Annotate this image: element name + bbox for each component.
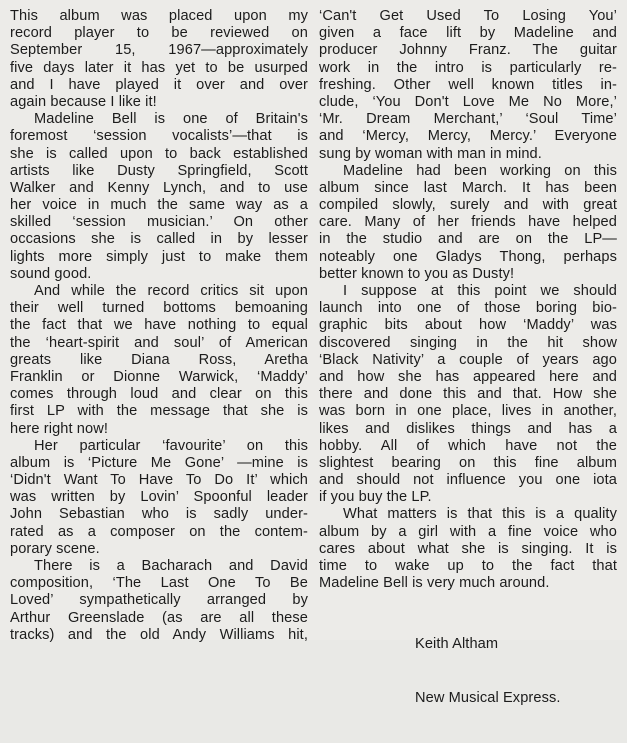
- article-line: given a face lift by Madeline and: [319, 25, 617, 42]
- article-line: Madeline had been working on this: [343, 162, 617, 179]
- article-line: Arthur Greenslade (as are all these: [10, 609, 308, 626]
- article-line: record player to be reviewed on: [10, 25, 308, 42]
- article-line: foremost ‘session vocalists’—that is: [10, 128, 308, 145]
- article-line: comes through loud and clear on this: [10, 386, 308, 403]
- article-line: John Sebastian who is sadly under-: [10, 506, 308, 523]
- article-line: composition, ‘The Last One To Be: [10, 575, 308, 592]
- article-line: and should not influence you one iota: [319, 472, 617, 489]
- article-line: her voice in much the same way as a: [10, 197, 308, 214]
- article-line: launch into one of those boring bio-: [319, 300, 617, 317]
- article-line: their well turned bottoms bemoaning: [10, 300, 308, 317]
- article-line: first LP with the message that she is: [10, 403, 308, 420]
- article-line: Walker and Kenny Lynch, and to use: [10, 179, 308, 196]
- article-line: There is a Bacharach and David: [34, 558, 308, 574]
- article-line: here right now!: [10, 420, 109, 437]
- article-line: ‘Didn't Want To Have To Do It’ which: [10, 472, 308, 489]
- article-line: September 15, 1967—approximately: [10, 42, 308, 59]
- article-line: Franklin or Dionne Warwick, ‘Maddy’: [10, 368, 308, 385]
- byline-author: Keith Altham: [415, 636, 499, 653]
- article-line: if you buy the LP.: [319, 489, 432, 506]
- article-line: was born in one place, lives in another,: [319, 403, 617, 420]
- article-line: producer Johnny Franz. The guitar: [319, 42, 617, 59]
- article-line: in the studio and are on the LP—: [319, 231, 617, 248]
- article-line: porary scene.: [10, 540, 100, 557]
- article-line: I suppose at this point we should: [343, 283, 617, 299]
- article-line: artists like Dusty Springfield, Scott: [10, 162, 308, 179]
- article-line: skilled ‘session musician.’ On other: [10, 214, 308, 231]
- article-line: ‘Mr. Dream Merchant,’ ‘Soul Time’: [319, 111, 617, 128]
- article-line: time to wake up to the fact that: [319, 558, 617, 574]
- article-line: noteably one Gladys Thong, perhaps: [319, 248, 617, 265]
- article-line: lights more simply just to make them: [10, 248, 308, 265]
- article-line: What matters is that this is a quality: [343, 506, 617, 523]
- article-line: Her particular ‘favourite’ on this: [34, 437, 308, 454]
- article-line: slightest bearing on this fine album: [319, 454, 617, 471]
- article-line: And while the record critics sit upon: [34, 283, 308, 299]
- article-line: freshing. Other well known titles in-: [319, 76, 617, 93]
- article-line: sung by woman with man in mind.: [319, 145, 542, 162]
- article-line: occasions she is called in by lesser: [10, 231, 308, 248]
- article-column-right-body: [319, 8, 617, 592]
- article-line: there and done this and that. How she: [319, 386, 617, 403]
- article-line: was written by Lovin’ Spoonful leader: [10, 489, 308, 506]
- byline-gap: [319, 592, 617, 600]
- article-line: the fact that we have nothing to equal: [10, 317, 308, 334]
- article-line: rated as a composer on the contem-: [10, 523, 308, 540]
- article-line: and how she has appeared here and: [319, 368, 617, 385]
- article-line: clude, ‘You Don't Love Me No More,’: [319, 93, 617, 110]
- article-line: again because I like it!: [10, 93, 157, 110]
- byline-publication: New Musical Express.: [415, 689, 561, 706]
- article-line: Madeline Bell is one of Britain's: [34, 111, 308, 128]
- article-line: she is called upon to back established: [10, 145, 308, 162]
- article-line: Madeline Bell is very much around.: [319, 575, 550, 592]
- article-line: work in the intro is particularly re-: [319, 59, 617, 76]
- article-line: This album was placed upon my: [10, 8, 308, 24]
- article-column-left: [10, 8, 308, 644]
- article-line: and ‘Mercy, Mercy, Mercy.’ Everyone: [319, 128, 617, 145]
- article-line: better known to you as Dusty!: [319, 265, 515, 282]
- article-line: cares about what she is singing. It is: [319, 540, 617, 557]
- article-line: discovered singing in the hit show: [319, 334, 617, 351]
- byline: [319, 600, 617, 742]
- article-line: care. Many of her friends have helped: [319, 214, 617, 231]
- article-line: five days later it has yet to be usurped: [10, 59, 308, 76]
- article-line: compiled slowly, surely and with great: [319, 197, 617, 214]
- article-line: graphic bits about how ‘Maddy’ was: [319, 317, 617, 334]
- article-line: Loved’ sympathetically arranged by: [10, 592, 308, 609]
- article-line: tracks) and the old Andy Williams hit,: [10, 626, 308, 643]
- article-line: likes and dislikes things and has a: [319, 420, 617, 437]
- article-line: sound good.: [10, 265, 92, 282]
- article-line: hobby. All of which have not the: [319, 437, 617, 454]
- article-column-right: [319, 8, 617, 743]
- article-line: and I have played it over and over: [10, 76, 308, 93]
- article-line: album by a girl with a fine voice who: [319, 523, 617, 540]
- article-line: album is ‘Picture Me Gone’ —mine is: [10, 454, 308, 471]
- article-line: the ‘heart-spirit and soul’ of American: [10, 334, 308, 351]
- article-line: album since last March. It has been: [319, 179, 617, 196]
- article-line: greats like Diana Ross, Aretha: [10, 351, 308, 368]
- article-line: ‘Black Nativity’ a couple of years ago: [319, 351, 617, 368]
- article-line: ‘Can't Get Used To Losing You’: [319, 8, 617, 24]
